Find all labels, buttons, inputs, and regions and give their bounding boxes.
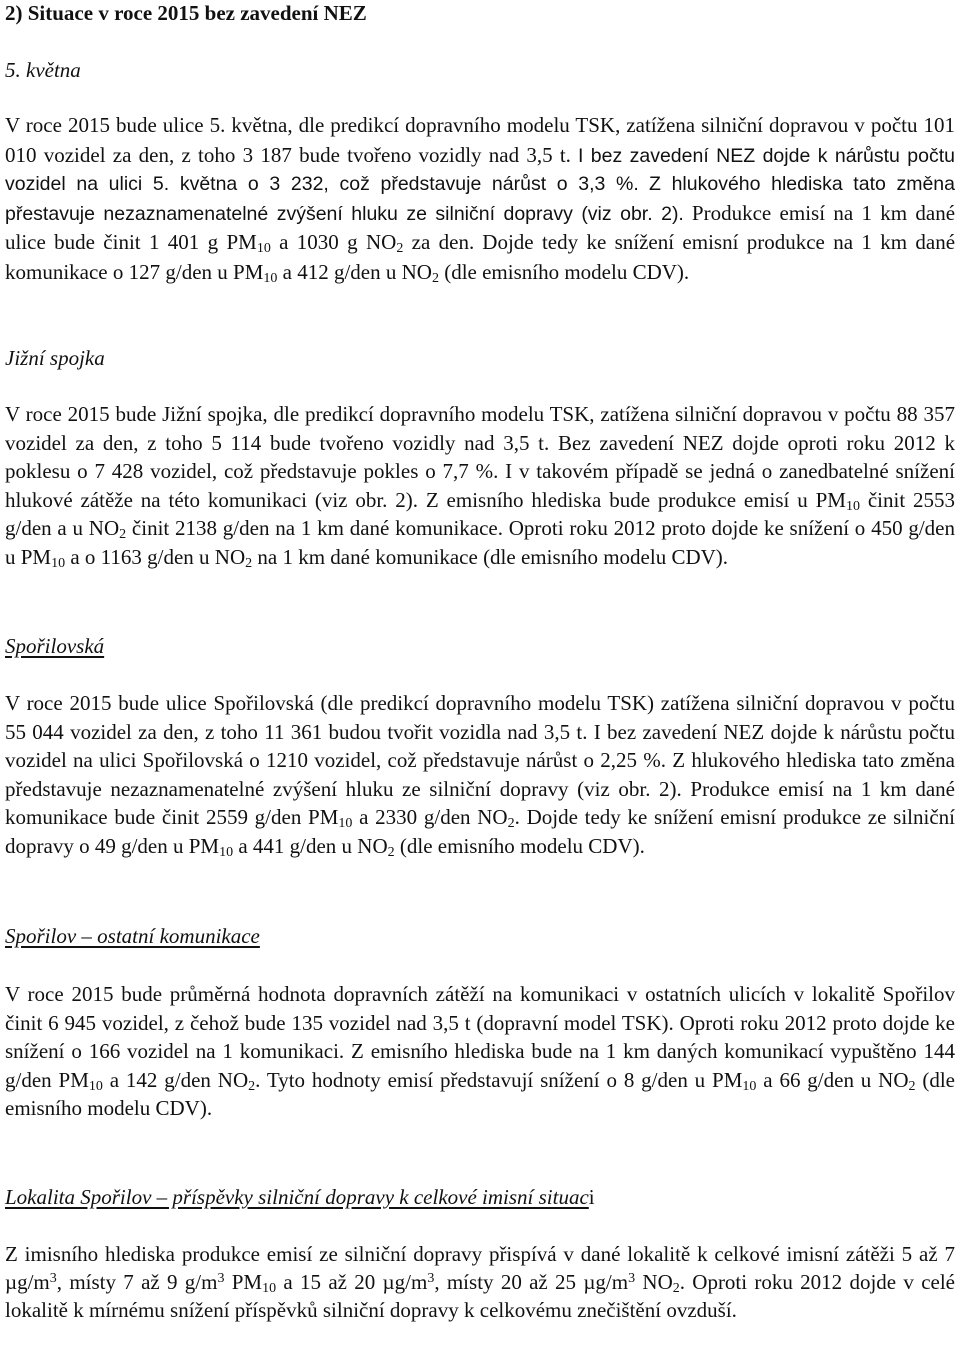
text-run: a 142 g/den NO — [102, 1067, 249, 1092]
text-run: I bez zavedení NEZ dojde k nárůstu počtu vozidel na ulici 5. května o 3 232, což představuje nárůst o 3,3 %. — [5, 144, 956, 195]
text-run: V roce 2015 bude průměrná hodnota dopravních zátěží na komunikaci v ostatních ulicích v lokalitě Spořilov činit 6 945 vozidel, z čehož bude 135 vozidel nad 3,5 t (dopravní model TSK). Oproti roku 2012 proto dojde ke snížení o 166 vozidel na 1 komunikaci. Z emisního hlediska bude na 1 km daných komunikací vypuštěno 144 g/den PM — [5, 982, 955, 1092]
superscript: 3 — [427, 1271, 435, 1287]
superscript: 3 — [217, 1271, 225, 1287]
heading-text: Lokalita Spořilov – příspěvky silniční dopravy k celkové imisní situac — [5, 1185, 589, 1209]
text-run: NO — [635, 1270, 673, 1295]
subscript: 10 — [742, 1078, 757, 1094]
subscript: 2 — [431, 270, 439, 286]
subscript: 2 — [672, 1281, 680, 1297]
text-run: . Tyto hodnoty emisí představují snížení o 8 g/den u PM — [255, 1067, 743, 1092]
section-heading-jizni-spojka: Jižní spojka — [5, 346, 105, 370]
section-heading-5-kvetna: 5. května — [5, 58, 81, 82]
text-run: V roce 2015 bude Jižní spojka, dle predikcí dopravního modelu TSK, zatížena silniční dopravou v počtu 88 357 vozidel za den, z toho 5 114 bude tvořeno vozidly nad 3,5 t. Bez zavedení NEZ dojde oproti roku 2012 k poklesu o 7 428 vozidel, což představuje pokles o 7,7 %. I v takovém případě se jedná o zanedbatelné snížení hlukové zátěže na této komunikaci (viz obr. 2). Z emisního hlediska bude produkce emisí u PM — [5, 402, 955, 512]
subscript: 2 — [908, 1078, 916, 1094]
paragraph-5-kvetna — [5, 111, 955, 287]
text-run: (dle emisního modelu CDV). — [5, 1067, 956, 1120]
text-run: Z imisního hlediska produkce emisí ze silniční dopravy přispívá v dané lokalitě k celkové imisní zátěži 5 až 7 µg/m — [5, 1242, 955, 1295]
text-run: (dle emisního modelu CDV). — [394, 833, 645, 858]
text-run: PM — [224, 1270, 263, 1295]
subscript: 10 — [256, 241, 271, 256]
paragraph-lokalita-sporilov — [5, 1240, 955, 1325]
subscript: 10 — [263, 270, 278, 286]
subscript: 2 — [245, 555, 253, 571]
subscript: 10 — [262, 1281, 277, 1297]
subscript: 2 — [248, 1078, 256, 1094]
heading-text: i — [588, 1185, 595, 1209]
text-run: . Dojde tedy ke snížení emisní produkce ze silniční dopravy o 49 g/den u PM — [5, 805, 955, 858]
subscript: 2 — [387, 844, 395, 860]
subscript: 2 — [507, 816, 515, 831]
superscript: 3 — [49, 1271, 57, 1287]
text-run: Produkce emisí na 1 km dané ulice bude činit 1 401 g PM — [5, 200, 956, 254]
text-run: na 1 km dané komunikace (dle emisního modelu CDV). — [252, 544, 729, 569]
text-run: a 412 g/den u NO — [277, 259, 432, 284]
section-heading-sporilov-ostatni: Spořilov – ostatní komunikace — [5, 924, 260, 948]
text-run: za den. — [403, 230, 475, 254]
text-run: a 1030 g NO — [270, 230, 397, 254]
subscript: 2 — [396, 241, 404, 256]
subscript: 10 — [845, 498, 860, 514]
text-run: (dle emisního modelu CDV). — [438, 259, 690, 284]
section-heading-lokalita-sporilov — [5, 1183, 595, 1211]
paragraph-jizni-spojka — [5, 400, 955, 571]
page-title: 2) Situace v roce 2015 bez zavedení NEZ — [5, 1, 367, 25]
text-run: Dojde tedy ke snížení emisní produkce na 1 km dané komunikace o 127 g/den u PM — [5, 230, 956, 284]
text-run: V roce 2015 bude ulice 5. května, dle predikcí dopravního modelu TSK, zatížena silniční dopravou v počtu 101 010 vozidel za den, z toho 3 187 bude tvořeno vozidly nad 3,5 t. — [5, 113, 955, 167]
text-run: činit 2553 g/den a u NO — [5, 487, 956, 540]
text-run: V roce 2015 bude ulice Spořilovská (dle predikcí dopravního modelu TSK) zatížena silniční dopravou v počtu 55 044 vozidel za den, z toho 11 361 budou tvořit vozidla nad 3,5 t. I bez zavedení NEZ dojde k nárůstu počtu vozidel na ulici Spořilovská o 1210 vozidel, což představuje nárůst o 2,25 %. Z hlukového hlediska tato změna představuje nezaznamenatelné zvýšení hluku ze silniční dopravy (viz obr. 2). Produkce emisí na 1 km dané komunikace bude činit 2559 g/den PM — [5, 691, 955, 829]
text-run: a 2330 g/den NO — [352, 805, 508, 829]
subscript: 10 — [51, 555, 66, 571]
text-run: Z hlukového hlediska tato změna přestavuje nezaznamenatelné zvýšení hluku ze silniční dopravy (viz obr. 2). — [5, 173, 956, 225]
text-run: . Oproti roku 2012 dojde v celé lokalitě k mírnému snížení příspěvků silniční dopravy k celkovému znečištění ovzduší. — [5, 1270, 955, 1323]
paragraph-sporilovska — [5, 689, 955, 860]
subscript: 2 — [119, 527, 127, 542]
text-run: a 66 g/den u NO — [756, 1067, 909, 1092]
subscript: 10 — [88, 1078, 103, 1094]
subscript: 10 — [338, 816, 353, 831]
text-run: a 15 až 20 µg/m — [276, 1270, 428, 1295]
text-run: , místy 20 až 25 µg/m — [434, 1270, 629, 1295]
text-run: činit 2138 g/den na 1 km dané komunikace. Oproti roku 2012 proto dojde ke snížení o 450 g/den u PM — [5, 516, 956, 569]
section-heading-sporilovska: Spořilovská — [5, 634, 105, 658]
superscript: 3 — [628, 1271, 636, 1287]
subscript: 10 — [219, 844, 234, 860]
paragraph-sporilov-ostatni — [5, 980, 955, 1123]
text-run: , místy 7 až 9 g/m — [56, 1270, 218, 1295]
text-run: a 441 g/den u NO — [233, 833, 388, 858]
text-run: a o 1163 g/den u NO — [65, 544, 246, 569]
